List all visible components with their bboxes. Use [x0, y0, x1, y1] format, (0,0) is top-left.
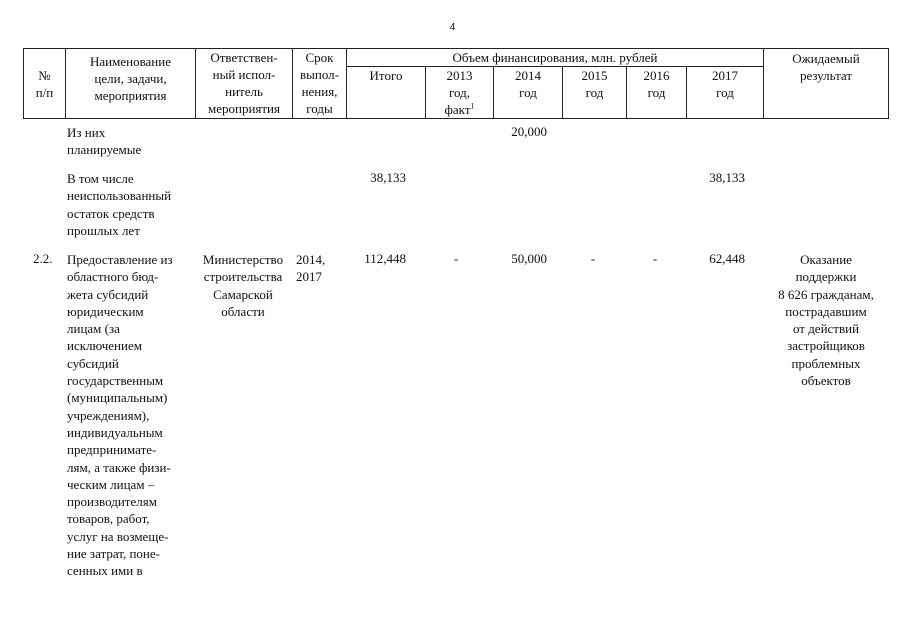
row-2-executor: Министерство строительства Самарской области — [202, 252, 284, 319]
header-financing: Объем финансирования, млн. рублей — [452, 50, 658, 65]
table-border-top — [23, 48, 889, 49]
header-2016: 2016 год — [643, 68, 670, 100]
row-2-2013: - — [453, 251, 459, 266]
row-2-total: 112,448 — [364, 251, 406, 266]
header-total: Итого — [369, 68, 403, 83]
table-border-right — [888, 48, 889, 119]
header-2013: 2013 год, факт$^1$ — [444, 68, 475, 117]
row-1-2017: 38,133 — [709, 170, 745, 185]
footnote-mark: 1 — [470, 101, 475, 111]
row-1-total: 38,133 — [370, 170, 406, 185]
header-name: Наименование цели, задачи, мероприятия — [90, 54, 171, 103]
header-2015: 2015 год — [581, 68, 608, 100]
header-num: № п/п — [35, 68, 54, 100]
header-executor: Ответствен- ный испол- нитель мероприятия — [207, 50, 280, 116]
row-2-num: 2.2. — [33, 251, 53, 266]
header-2014: 2014 год — [515, 68, 541, 100]
header-term: Срок выпол- нения, годы — [300, 50, 339, 116]
row-2-2016: - — [652, 251, 658, 266]
header-bottom-border — [23, 118, 889, 119]
header-2017: 2017 год — [712, 68, 738, 100]
row-0-name: Из них планируемые — [67, 125, 142, 158]
row-2-2015: - — [590, 251, 596, 266]
row-2-2014: 50,000 — [511, 251, 547, 266]
row-1-name: В том числе неиспользованный остаток средств прошлых лет — [67, 171, 172, 238]
row-0-2014: 20,000 — [511, 124, 547, 139]
row-2-name: Предоставление из областного бюд- жета субсидий юридическим лицам (за исключением субсидий государственным (муниципальным) учреждениям), индивидуальным предпринимате- лям, а также физи- ческим лицам – производителям товаров, работ, услуг на возмеще- ние затрат, поне- сенных ими в — [67, 252, 173, 579]
row-2-result: Оказание поддержки 8 626 гражданам, пострадавшим от действий застройщиков проблемных объектов — [778, 252, 874, 389]
row-2-2017: 62,448 — [709, 251, 745, 266]
row-2-term: 2014, 2017 — [296, 252, 326, 285]
page-number: 4 — [449, 22, 456, 33]
header-result: Ожидаемый результат — [792, 51, 860, 83]
